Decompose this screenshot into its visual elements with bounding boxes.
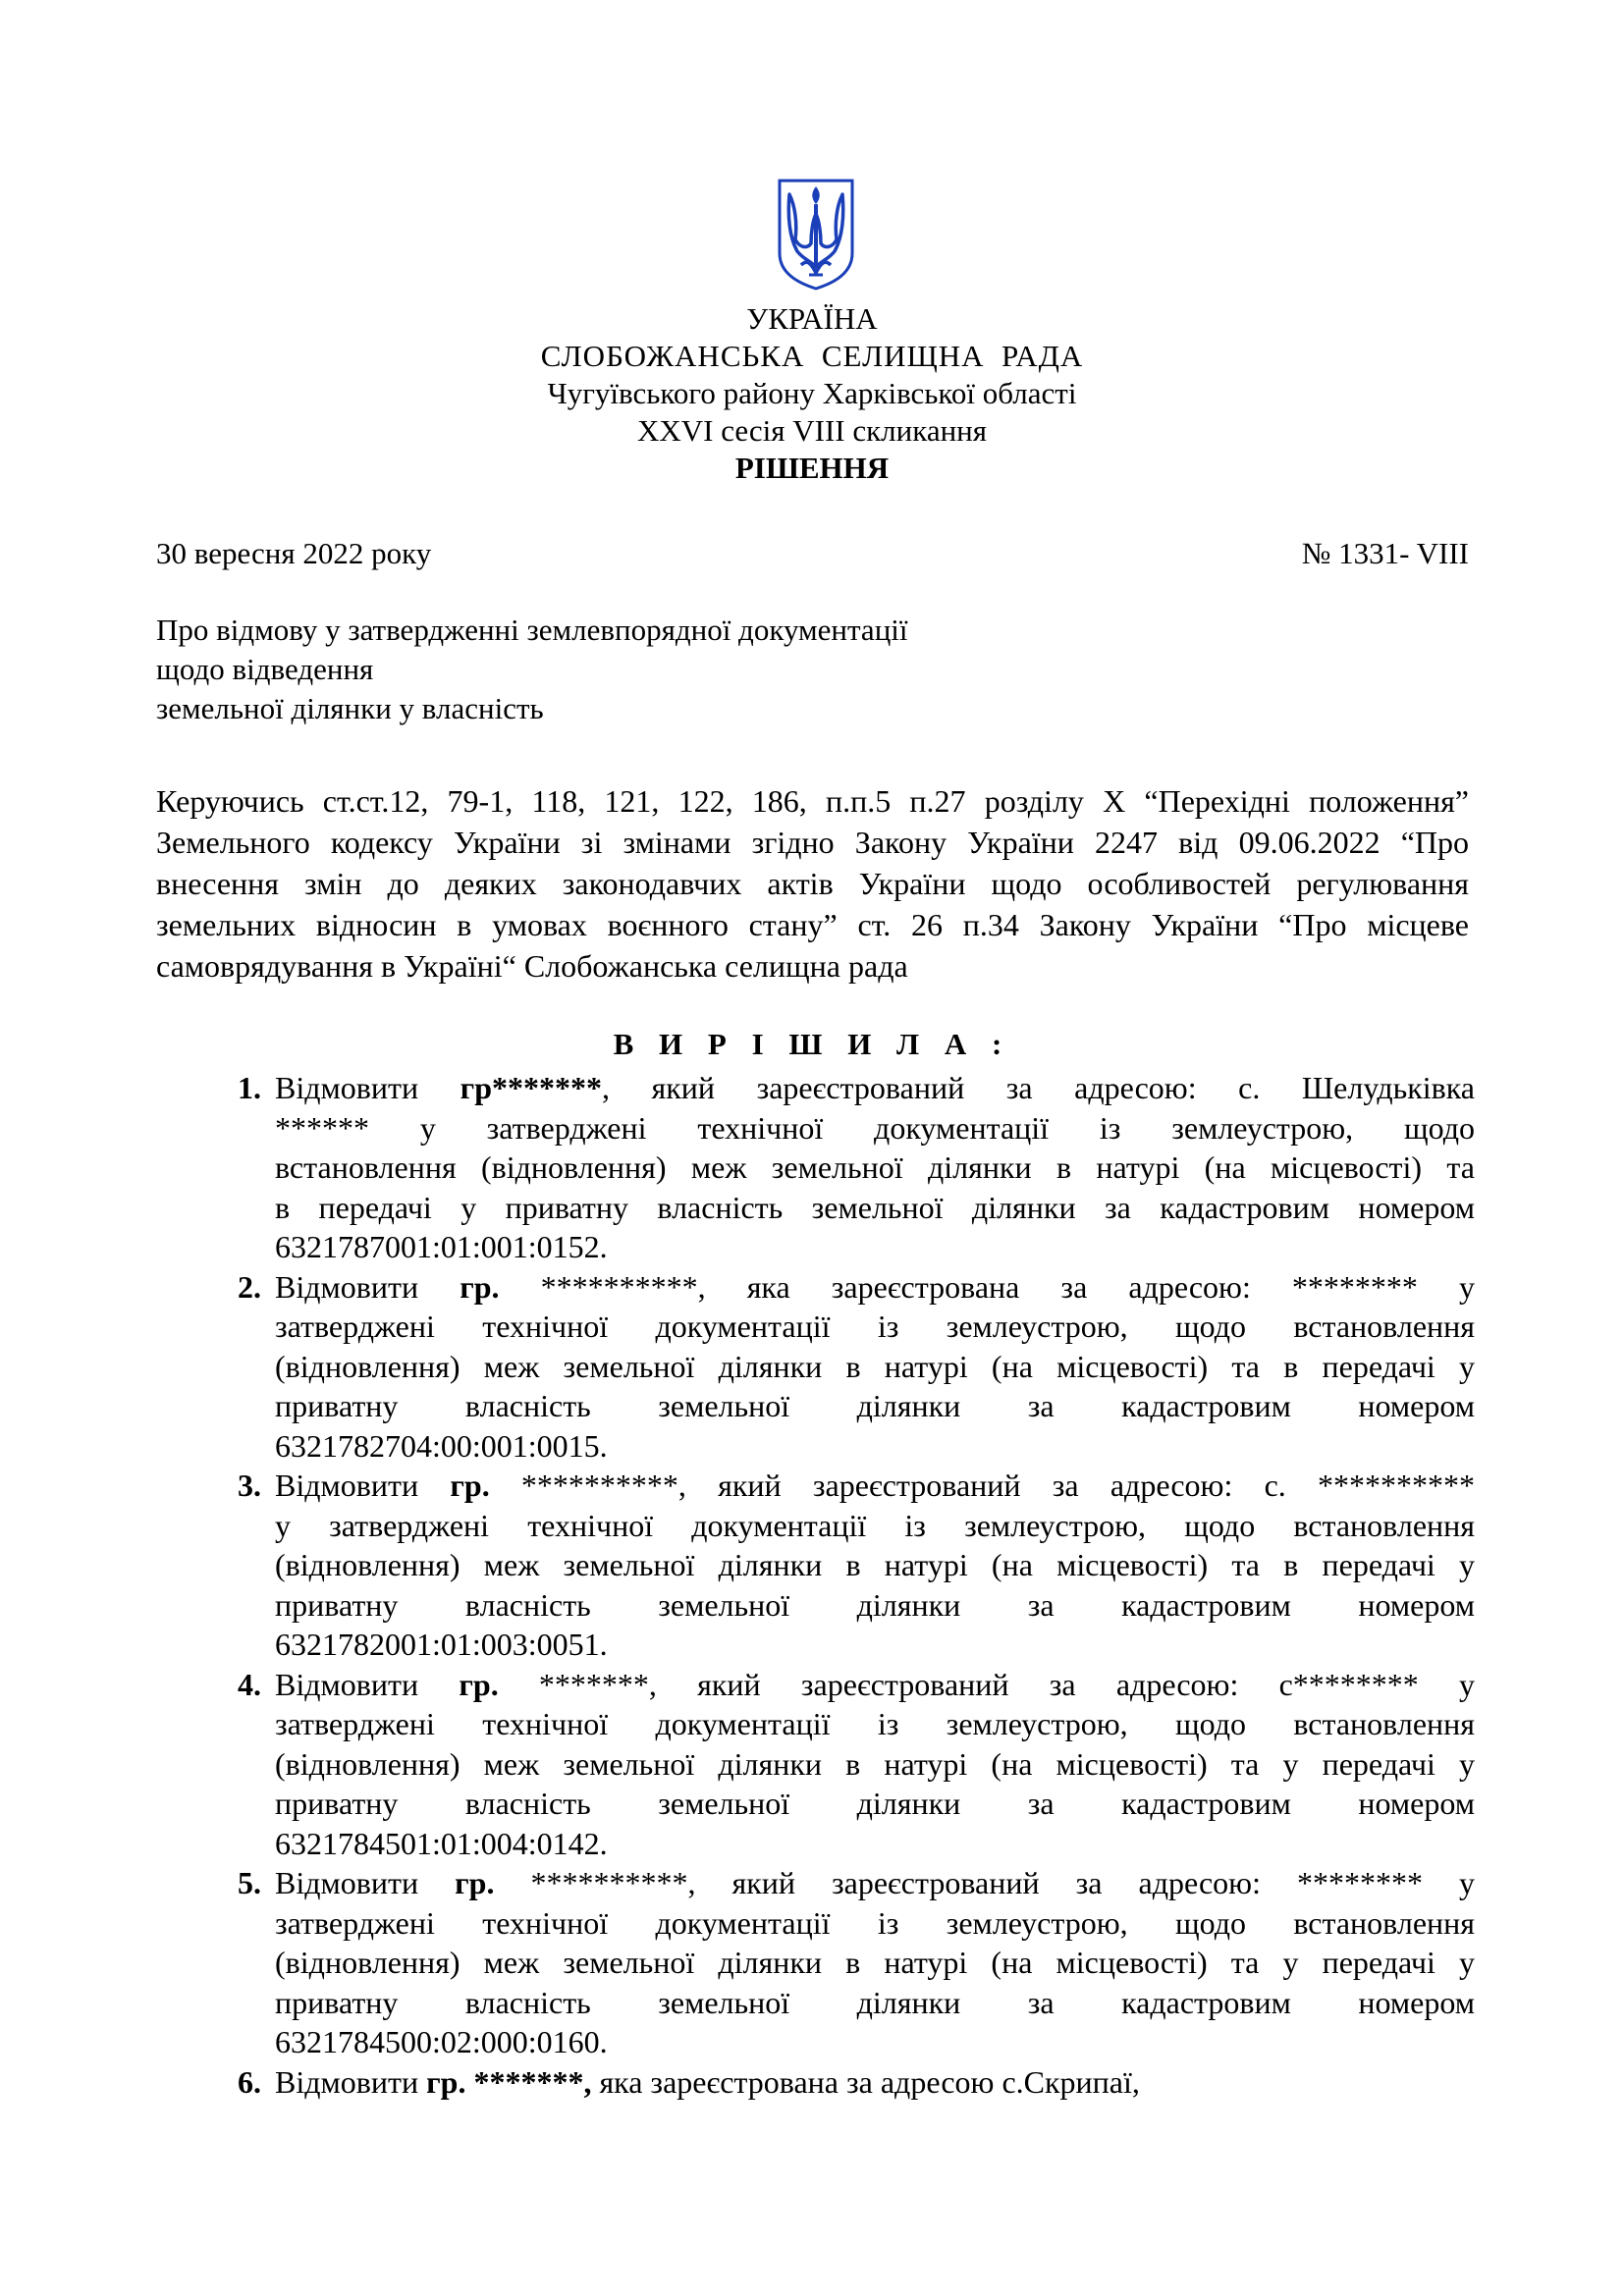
item-line [275, 1545, 1475, 1585]
item-text-segment: Відмовити [275, 1468, 451, 1503]
item-text-segment: (відновлення) меж земельної ділянки в натурі (на місцевості) та у передачі у [275, 1745, 1475, 1782]
item-text-segment: **********, яка зареєстрована за адресою: ******** у [499, 1268, 1476, 1305]
item-text-segment: , який зареєстрований за адресою: с. Шелудьківка [601, 1070, 1476, 1105]
item-text-segment: 6321784500:02:000:0160. [275, 2024, 608, 2059]
item-text-segment: (відновлення) меж земельної ділянки в натурі (на місцевості) та в передачі у [275, 1348, 1475, 1384]
item-number: 5. [238, 1865, 261, 1900]
item-line [275, 1227, 1475, 1267]
item-text-segment: приватну власність земельної ділянки за кадастровим номером [275, 1786, 1475, 1821]
item-text-segment: ****** у затверджені технічної документації із землеустрою, щодо [275, 1109, 1475, 1146]
item-text-bold: гр. [455, 1865, 495, 1900]
item-number: 4. [238, 1666, 261, 1702]
item-text-segment: 6321787001:01:001:0152. [275, 1229, 608, 1264]
item-text-segment: Відмовити [275, 1070, 460, 1105]
decision-date: 30 вересня 2022 року [156, 536, 432, 570]
item-text-segment: приватну власність земельної ділянки за кадастровим номером [275, 1586, 1475, 1623]
item-text-segment: Відмовити [275, 1865, 456, 1900]
item-text-bold: гр******* [460, 1070, 602, 1105]
decision-subject [156, 611, 908, 728]
document-type: РІШЕННЯ [734, 451, 890, 485]
subject-line: щодо відведення [156, 652, 374, 686]
item-text [275, 1267, 1475, 1467]
item-text [275, 1466, 1475, 1665]
item-line [275, 1585, 1475, 1626]
item-line [275, 1506, 1475, 1546]
item-text-segment: **********, який зареєстрований за адресою: с. ********** [489, 1468, 1476, 1503]
item-line [275, 1347, 1475, 1387]
item-line [275, 1863, 1475, 1903]
item-text-segment: **********, який зареєстрований за адресою: ******** у [494, 1865, 1476, 1900]
item-text [275, 1863, 1475, 2062]
item-text-segment: затверджені технічної документації із землеустрою, щодо встановлення [275, 1904, 1475, 1941]
item-text-segment: Відмовити [275, 1268, 460, 1305]
document-header [0, 300, 1624, 487]
item-text-segment: Відмовити [275, 2063, 427, 2100]
item-text-segment: (відновлення) меж земельної ділянки в натурі (на місцевості) та в передачі у [275, 1547, 1475, 1582]
preamble-line: внесення змін до деяких законодавчих актів України щодо особливостей регулювання [156, 866, 1469, 901]
item-text-segment: встановлення (відновлення) меж земельної ділянки в натурі (на місцевості) та [275, 1149, 1475, 1185]
item-line [275, 1744, 1475, 1785]
item-text-bold: гр. [459, 1666, 499, 1702]
subject-line: земельної ділянки у власність [156, 691, 544, 725]
subject-line: Про відмову у затвердженні землевпорядної документації [156, 613, 908, 647]
item-text [275, 1665, 1475, 1864]
item-line [275, 1983, 1475, 2023]
item-text-segment: (відновлення) меж земельної ділянки в натурі (на місцевості) та у передачі у [275, 1945, 1475, 1980]
item-line [275, 1188, 1475, 1228]
item-text-segment: 6321784501:01:004:0142. [275, 1825, 608, 1861]
district-name: Чугуївського району Харківської області [547, 376, 1077, 410]
item-text [275, 2062, 1475, 2103]
item-line [275, 1267, 1475, 1308]
item-text-segment: в передачі у приватну власність земельної ділянки за кадастровим номером [275, 1189, 1475, 1225]
decided-heading: В И Р І Ш И Л А : [613, 1027, 1011, 1061]
item-text-bold: гр. [450, 1468, 490, 1503]
item-text-segment: приватну власність земельної ділянки за кадастровим номером [275, 1984, 1475, 2020]
item-text-bold: гр. *******, [426, 2063, 592, 2100]
preamble-line: самоврядування в Україні“ Слобожанська селищна рада [156, 948, 908, 984]
preamble-line: земельних відносин в умовах воєнного стану” ст. 26 п.34 Закону України “Про місцеве [156, 907, 1469, 942]
item-text-segment: затверджені технічної документації із землеустрою, щодо встановлення [275, 1308, 1475, 1344]
decision-number: № 1331- VIII [1301, 536, 1469, 570]
item-line [275, 1307, 1475, 1347]
item-text-segment: у затверджені технічної документації із землеустрою, щодо встановлення [275, 1507, 1475, 1543]
item-line [275, 1665, 1475, 1705]
item-text-segment: Відмовити [275, 1666, 460, 1702]
item-text-segment: 6321782001:01:003:0051. [275, 1627, 608, 1662]
item-text [275, 1068, 1475, 1267]
council-name: СЛОБОЖАНСЬКА СЕЛИЩНА РАДА [540, 339, 1084, 373]
item-line [275, 1426, 1475, 1467]
item-line [275, 1903, 1475, 1944]
session-info: XXVI сесія VIII скликання [636, 413, 988, 448]
item-line [275, 1108, 1475, 1148]
country-name: УКРАЇНА [746, 301, 878, 336]
item-line [275, 1068, 1475, 1108]
item-number: 2. [238, 1268, 261, 1305]
item-text-bold: гр. [460, 1268, 500, 1305]
item-line [275, 2062, 1475, 2103]
item-line [275, 1943, 1475, 1983]
preamble-paragraph [156, 780, 1469, 987]
preamble-line: Земельного кодексу України зі змінами згідно Закону України 2247 від 09.06.2022 “Про [156, 825, 1469, 860]
item-text-segment: *******, який зареєстрований за адресою: с******** у [498, 1666, 1476, 1702]
preamble-line: Керуючись ст.ст.12, 79-1, 118, 121, 122, 186, п.п.5 п.27 розділу Х “Перехідні положення” [156, 783, 1469, 819]
item-text-segment: 6321782704:00:001:0015. [275, 1427, 608, 1464]
item-number: 3. [238, 1468, 261, 1503]
item-line [275, 1466, 1475, 1506]
item-line [275, 1625, 1475, 1665]
item-line [275, 1148, 1475, 1188]
item-line [275, 1704, 1475, 1744]
item-text-segment: затверджені технічної документації із землеустрою, щодо встановлення [275, 1706, 1475, 1741]
item-line [275, 1784, 1475, 1824]
item-line [275, 2022, 1475, 2062]
item-text-segment: приватну власність земельної ділянки за кадастровим номером [275, 1388, 1475, 1423]
trident-emblem-icon [776, 177, 856, 291]
item-line [275, 1824, 1475, 1864]
item-number: 6. [238, 2063, 261, 2100]
item-text-segment: яка зареєстрована за адресою с.Скрипаї, [591, 2063, 1140, 2100]
item-number: 1. [238, 1070, 261, 1105]
item-line [275, 1386, 1475, 1426]
